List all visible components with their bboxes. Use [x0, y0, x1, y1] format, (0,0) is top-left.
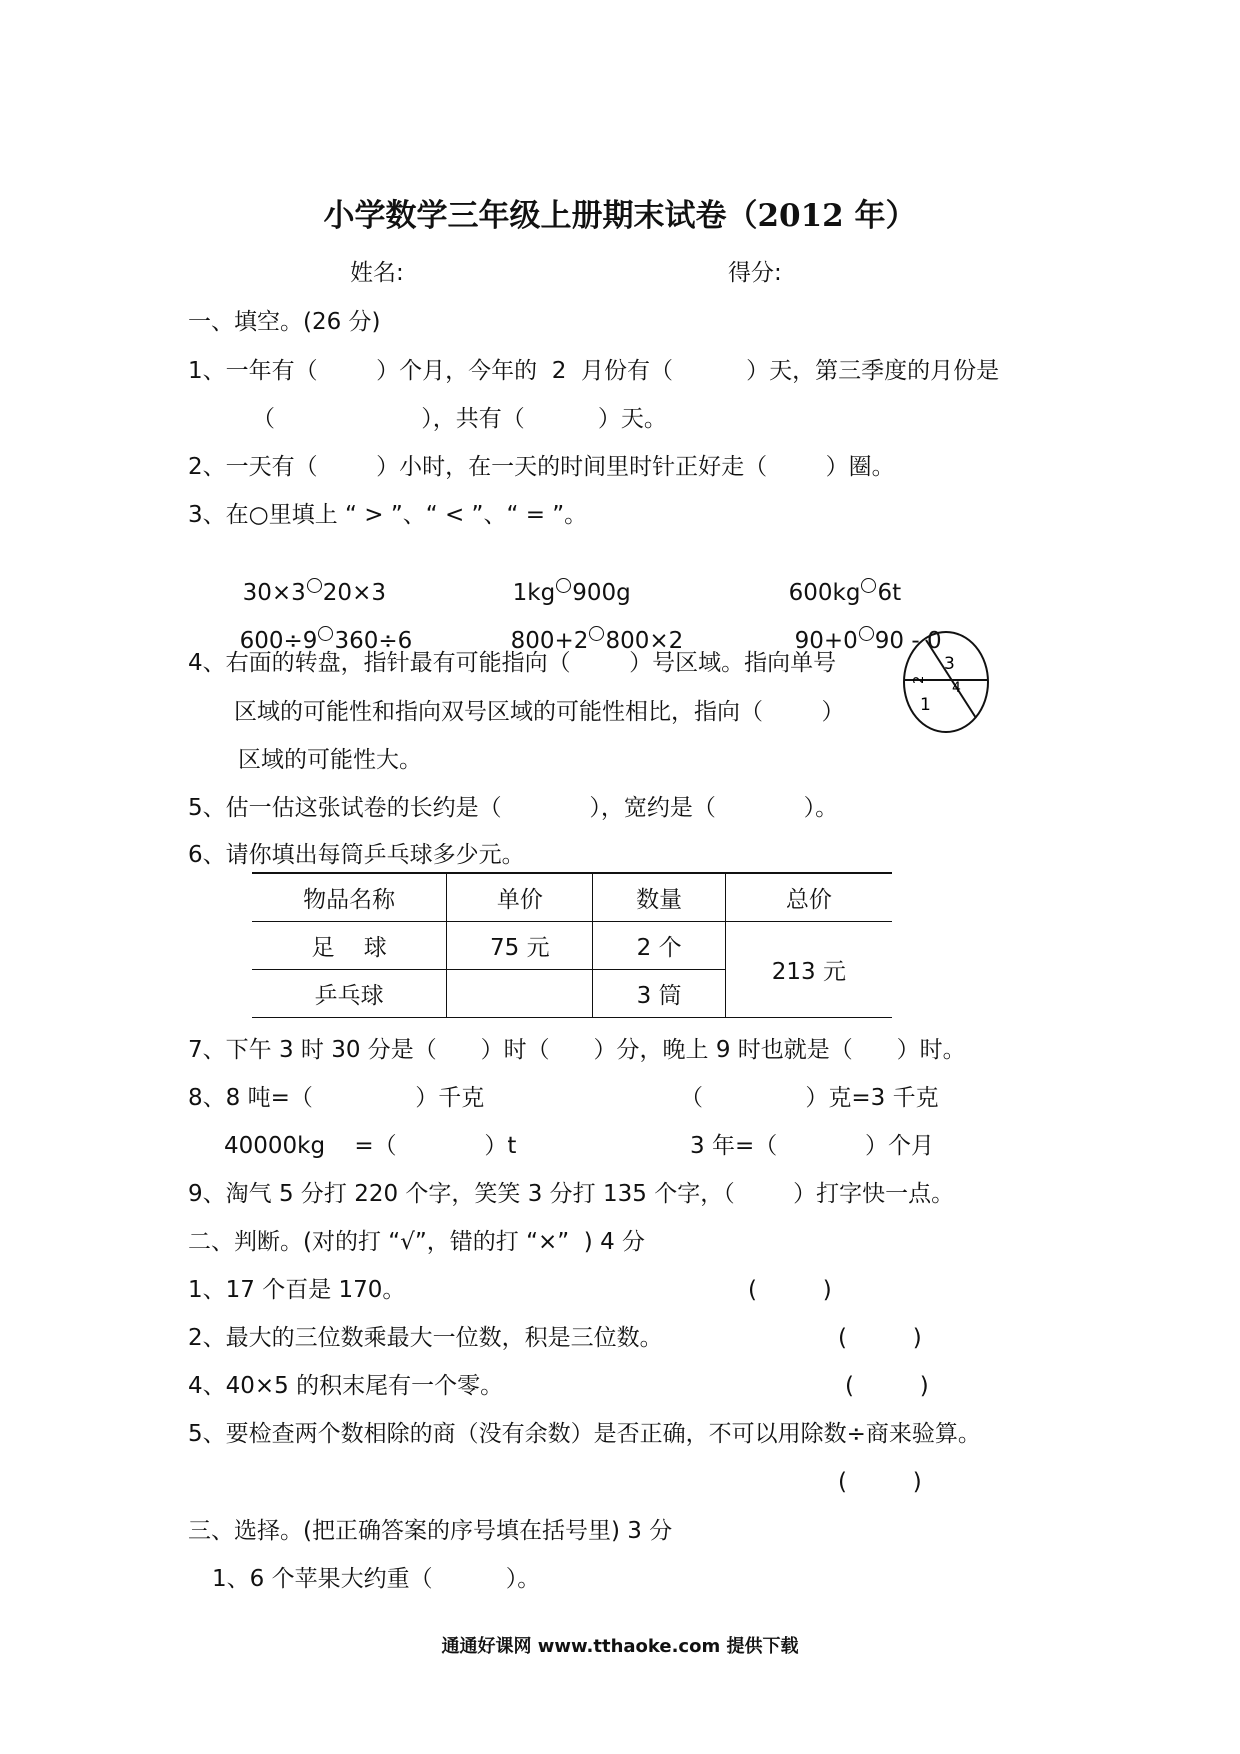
blank-circle-icon — [556, 578, 571, 593]
compare-item: 600÷9 360÷6 — [239, 628, 413, 654]
table-header: 物品名称 — [252, 873, 447, 922]
compare-item: 30×3 20×3 — [242, 580, 386, 606]
question-1-line-2: （ ），共有（ ）天。 — [252, 406, 667, 432]
judge-item: 1、17 个百是 170。 — [188, 1277, 406, 1303]
question-5: 5、估一估这张试卷的长约是（ ），宽约是（ ）。 — [188, 795, 839, 821]
judge-item: 5、要检查两个数相除的商（没有余数）是否正确，不可以用除数÷商来验算。 — [188, 1421, 981, 1447]
blank-circle-icon — [307, 578, 322, 593]
spinner-region-label: 1 — [920, 695, 931, 715]
question-4-line-1: 4、右面的转盘，指针最有可能指向（ ）号区域。指向单号 — [188, 650, 837, 676]
question-9: 9、淘气 5 分打 220 个字，笑笑 3 分打 135 个字，（ ）打字快一点。 — [188, 1181, 955, 1207]
table-cell: 75 元 — [447, 922, 593, 970]
blank-circle-icon — [589, 626, 604, 641]
page-footer: 通通好课网 www.tthaoke.com 提供下载 — [441, 1636, 799, 1657]
judge-paren: ( ) — [838, 1469, 922, 1495]
blank-circle-icon — [861, 578, 876, 593]
spinner-region-label: 2 — [912, 675, 927, 684]
judge-item: 2、最大的三位数乘最大一位数，积是三位数。 — [188, 1325, 663, 1351]
question-4-line-2: 区域的可能性和指向双号区域的可能性相比，指向（ ） — [234, 699, 845, 725]
table-cell: 3 筒 — [593, 970, 725, 1018]
spinner-region-label: 4 — [952, 680, 961, 696]
judge-item: 4、40×5 的积末尾有一个零。 — [188, 1373, 504, 1399]
question-2: 2、一天有（ ）小时，在一天的时间里时针正好走（ ）圈。 — [188, 454, 895, 480]
table-header: 单价 — [447, 873, 593, 922]
section-fill-in-heading: 一、填空。(26 分) — [188, 309, 381, 335]
table-cell: 2 个 — [593, 922, 725, 970]
question-3-intro: 3、在○里填上 “ > ”、“ < ”、“ = ”。 — [188, 502, 588, 528]
choice-item: 1、6 个苹果大约重（ ）。 — [212, 1566, 541, 1592]
blank-circle-icon — [859, 626, 874, 641]
name-label: 姓名: — [350, 260, 404, 286]
table-cell: 乒乓球 — [252, 970, 447, 1018]
question-4-line-3: 区域的可能性大。 — [238, 747, 422, 773]
compare-item: 90+0 90 - 0 — [794, 628, 942, 654]
table-cell-total: 213 元 — [725, 922, 892, 1018]
compare-item: 800+2 800×2 — [510, 628, 684, 654]
spinner-region-label: 3 — [944, 654, 955, 674]
blank-circle-icon — [318, 626, 333, 641]
table-cell: 足 球 — [252, 922, 447, 970]
table-header: 总价 — [725, 873, 892, 922]
judge-paren: ( ) — [838, 1325, 922, 1351]
question-6-intro: 6、请你填出每筒乒乓球多少元。 — [188, 842, 525, 868]
section-judge-heading: 二、判断。(对的打 “√”，错的打 “×” ) 4 分 — [188, 1229, 646, 1255]
table-row — [252, 922, 892, 970]
compare-item: 600kg 6t — [788, 580, 902, 606]
compare-item: 1kg 900g — [512, 580, 631, 606]
section-choice-heading: 三、选择。(把正确答案的序号填在括号里) 3 分 — [188, 1518, 673, 1544]
table-header-row — [252, 873, 892, 922]
page-title: 小学数学三年级上册期末试卷（2012 年） — [323, 198, 917, 234]
question-1-line-1: 1、一年有（ ）个月，今年的 2 月份有（ ）天，第三季度的月份是 — [188, 358, 1000, 384]
judge-paren: ( ) — [748, 1277, 832, 1303]
price-table — [252, 872, 892, 1018]
question-8-b: （ ）克=3 千克 — [680, 1085, 939, 1111]
question-8-d: 3 年=（ ）个月 — [690, 1133, 934, 1159]
table-cell — [447, 970, 593, 1018]
table-header: 数量 — [593, 873, 725, 922]
judge-paren: ( ) — [845, 1373, 929, 1399]
spinner-diagram — [900, 628, 992, 736]
score-label: 得分: — [728, 260, 782, 286]
question-8-a: 8、8 吨=（ ）千克 — [188, 1085, 485, 1111]
question-8-c: 40000kg =（ ）t — [224, 1133, 517, 1159]
question-7: 7、下午 3 时 30 分是（ ）时（ ）分，晚上 9 时也就是（ ）时。 — [188, 1037, 966, 1063]
